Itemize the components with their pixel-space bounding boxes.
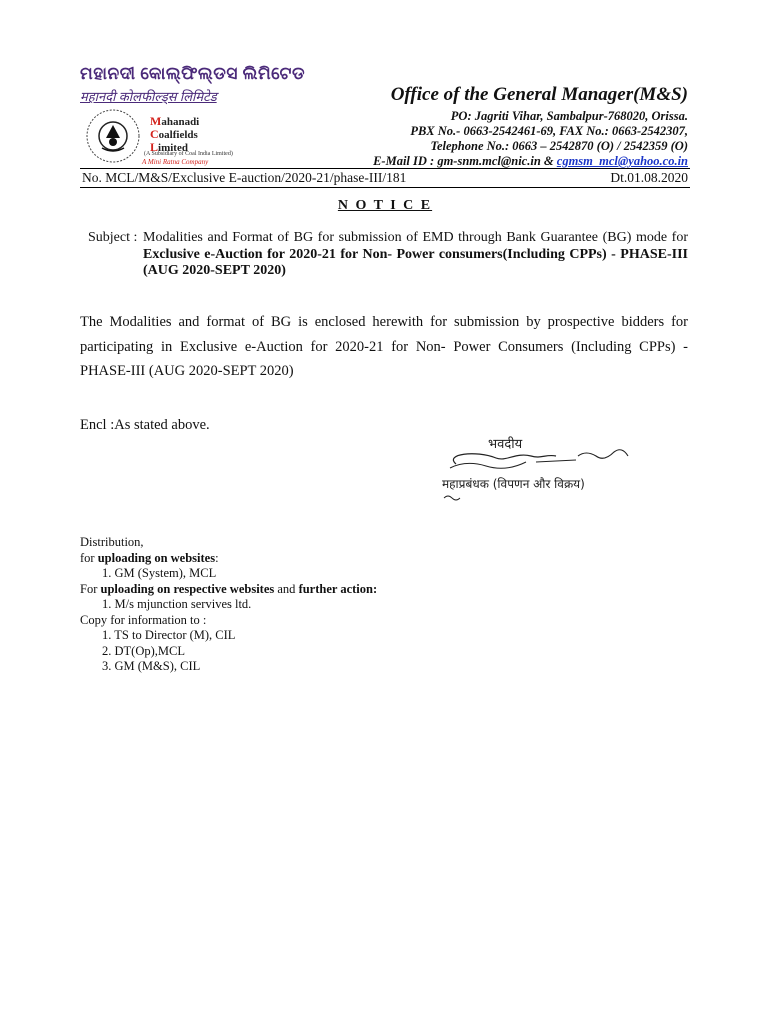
handwritten-signature-icon: [436, 432, 686, 504]
list-item: 1. TS to Director (M), CIL: [102, 628, 236, 642]
signature-block: [436, 432, 686, 504]
subject-label: Subject :: [88, 230, 138, 245]
list-item: 3. GM (M&S), CIL: [102, 659, 201, 673]
address-line: PO: Jagriti Vihar, Sambalpur-768020, Orissa.: [450, 109, 688, 123]
logo-wordmark: Mahanadi Coalfields Limited: [150, 114, 200, 154]
svg-text:महाप्रबंधक (विपणन और विक्रय): महाप्रबंधक (विपणन और विक्रय): [442, 477, 585, 491]
copy-heading: Copy for information to :: [80, 612, 207, 627]
company-logo: [80, 108, 240, 164]
body-paragraph: The Modalities and format of BG is enclosed herewith for submission by prospective bidders for participating in Exclusive e-Auction for 2020-21 for Non- Power Consumers (Including CPPs) - PHASE-III (AUG 2020-SEPT 2020): [80, 314, 688, 379]
subject-text: Modalities and Format of BG for submission of EMD through Bank Guarantee (BG) mode for Exclusive e-Auction for 2020-21 for Non- Power consumers(Including CPPs) - PHASE-III (AUG 2020-SEPT 2020): [143, 230, 688, 278]
reference-date: Dt.01.08.2020: [610, 170, 688, 185]
distribution-heading: Distribution,: [80, 535, 144, 549]
office-title: Office of the General Manager(M&S): [390, 84, 688, 105]
list-item: 1. GM (System), MCL: [102, 566, 217, 580]
distribution-for-line: for uploading on websites:: [80, 550, 219, 565]
mcl-emblem-icon: [80, 108, 146, 164]
list-item: 2. DT(Op),MCL: [102, 643, 185, 658]
notice-title: N O T I C E: [337, 198, 433, 213]
reference-number: No. MCL/M&S/Exclusive E-auction/2020-21/phase-III/181: [82, 170, 407, 185]
email-line: E-Mail ID : gm-snm.mcl@nic.in & cgmsm_mcl@yahoo.co.in: [373, 154, 688, 168]
distribution-list: [80, 535, 377, 675]
enclosure-note: Encl :As stated above.: [80, 417, 210, 433]
odia-company-name: ମହାନଦୀ କୋଲ୍‌ଫିଲ୍ଡସ ଲିମିଟେଡ: [80, 64, 306, 83]
telephone-line: Telephone No.: 0663 – 2542870 (O) / 2542359 (O): [430, 139, 688, 153]
svg-text:भवदीय: भवदीय: [488, 437, 523, 452]
reference-bar: [80, 168, 690, 188]
distribution-for2-line: For uploading on respective websites and further action:: [80, 581, 378, 596]
pbx-line: PBX No.- 0663-2542461-69, FAX No.: 0663-2542307,: [410, 124, 688, 138]
hindi-company-name: महानदी कोलफील्ड्स लिमिटेड: [80, 89, 217, 104]
logo-tagline: A Mini Ratna Company: [142, 158, 209, 166]
email-link[interactable]: cgmsm_mcl@yahoo.co.in: [556, 154, 688, 168]
list-item: 1. M/s mjunction servives ltd.: [102, 597, 252, 611]
logo-subsidiary-text: (A Subsidiary of Coal India Limited): [144, 151, 233, 157]
